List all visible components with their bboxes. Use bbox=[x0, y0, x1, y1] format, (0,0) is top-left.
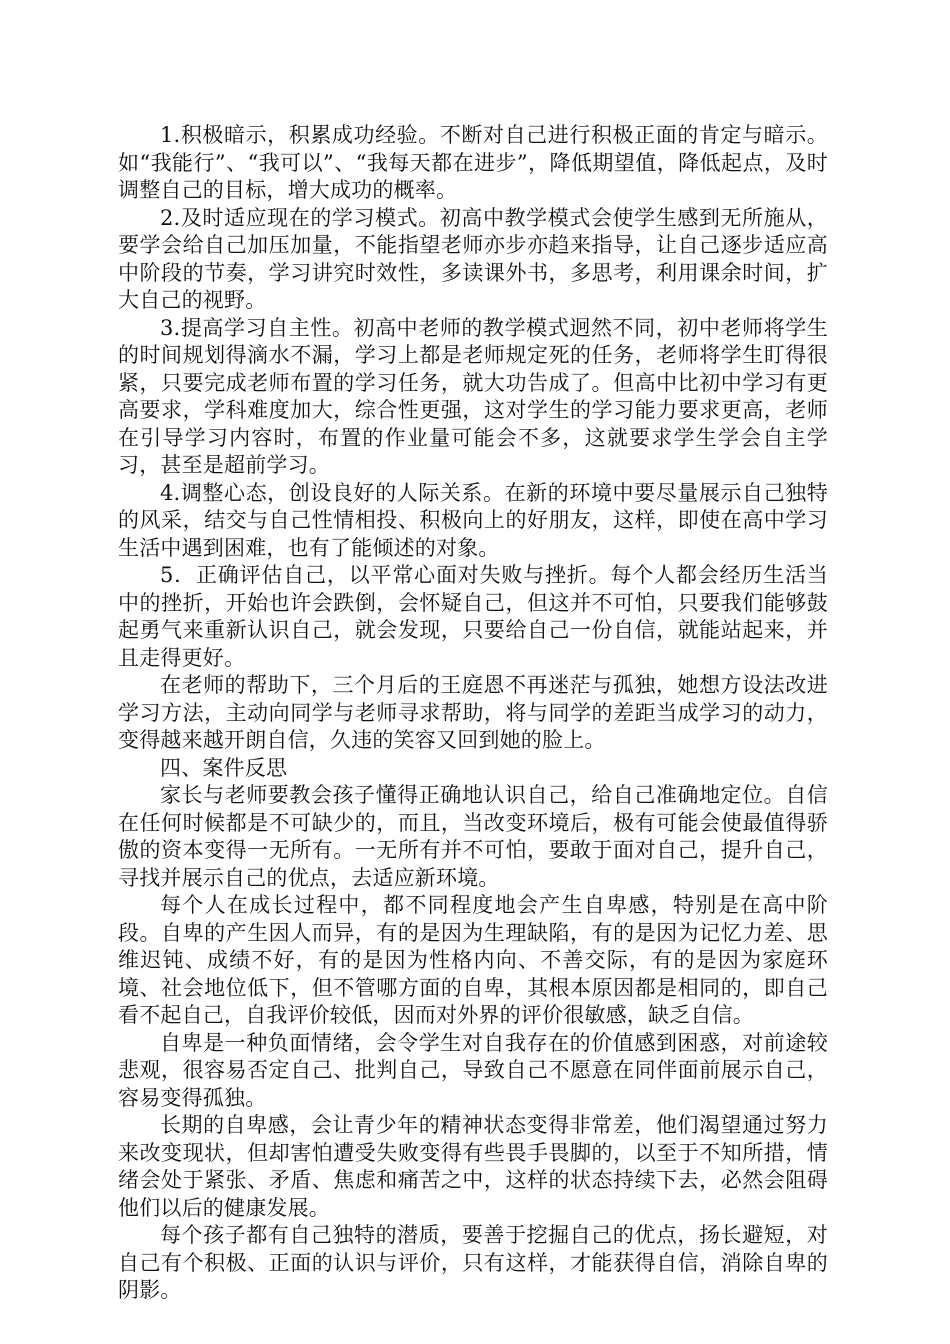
document-body bbox=[118, 122, 828, 1305]
paragraph-reflection-3: 自卑是一种负面情绪，会令学生对自我存在的价值感到困惑，对前途较悲观，很容易否定自己、批判自己，导致自己不愿意在同伴面前展示自己，容易变得孤独。 bbox=[118, 1030, 828, 1110]
paragraph-tip-4: 4.调整心态，创设良好的人际关系。在新的环境中要尽量展示自己独特的风采，结交与自己性情相投、积极向上的好朋友，这样，即使在高中学习生活中遇到困难，也有了能倾述的对象。 bbox=[118, 480, 828, 560]
paragraph-tip-3: 3.提高学习自主性。初高中老师的教学模式迥然不同，初中老师将学生的时间规划得滴水不漏，学习上都是老师规定死的任务，老师将学生盯得很紧，只要完成老师布置的学习任务，就大功告成了。但高中比初中学习有更高要求，学科难度加大，综合性更强，这对学生的学习能力要求更高，老师在引导学习内容时，布置的作业量可能会不多，这就要求学生学会自主学习，甚至是超前学习。 bbox=[118, 315, 828, 477]
paragraph-reflection-2: 每个人在成长过程中，都不同程度地会产生自卑感，特别是在高中阶段。自卑的产生因人而异，有的是因为生理缺陷，有的是因为记忆力差、思维迟钝、成绩不好，有的是因为性格内向、不善交际，有的是因为家庭环境、社会地位低下，但不管哪方面的自卑，其根本原因都是相同的，即自己看不起自己，自我评价较低，因而对外界的评价很敏感，缺乏自信。 bbox=[118, 893, 828, 1027]
paragraph-reflection-1: 家长与老师要教会孩子懂得正确地认识自己，给自己准确地定位。自信在任何时候都是不可缺少的，而且，当改变环境后，极有可能会使最值得骄傲的资本变得一无所有。一无所有并不可怕，要敢于面对自己，提升自己，寻找并展示自己的优点，去适应新环境。 bbox=[118, 783, 828, 890]
paragraph-reflection-5: 每个孩子都有自己独特的潜质，要善于挖掘自己的优点，扬长避短，对自己有个积极、正面的认识与评价，只有这样，才能获得自信，消除自卑的阴影。 bbox=[118, 1223, 828, 1302]
paragraph-reflection-4: 长期的自卑感，会让青少年的精神状态变得非常差，他们渴望通过努力来改变现状，但却害怕遭受失败变得有些畏手畏脚的，以至于不知所措，情绪会处于紧张、矛盾、焦虑和痛苦之中，这样的状态持续下去，必然会阻碍他们以后的健康发展。 bbox=[118, 1113, 828, 1220]
paragraph-outcome: 在老师的帮助下，三个月后的王庭恩不再迷茫与孤独，她想方设法改进学习方法，主动向同学与老师寻求帮助，将与同学的差距当成学习的动力，变得越来越开朗自信，久违的笑容又回到她的脸上。 bbox=[118, 673, 828, 752]
paragraph-tip-1: 1.积极暗示，积累成功经验。不断对自己进行积极正面的肯定与暗示。如“我能行”、“我可以”、“我每天都在进步”，降低期望值，降低起点，及时调整自己的目标，增大成功的概率。 bbox=[118, 123, 828, 202]
paragraph-tip-5: 5．正确评估自己，以平常心面对失败与挫折。每个人都会经历生活当中的挫折，开始也许会跌倒，会怀疑自己，但这并不可怕，只要我们能够鼓起勇气来重新认识自己，就会发现，只要给自己一份自信，就能站起来，并且走得更好。 bbox=[118, 563, 828, 670]
paragraph-tip-2: 2.及时适应现在的学习模式。初高中教学模式会使学生感到无所施从，要学会给自己加压加量，不能指望老师亦步亦趋来指导，让自己逐步适应高中阶段的节奏，学习讲究时效性，多读课外书，多思考，利用课余时间，扩大自己的视野。 bbox=[118, 205, 828, 312]
section-heading-reflection: 四、案件反思 bbox=[160, 755, 288, 780]
